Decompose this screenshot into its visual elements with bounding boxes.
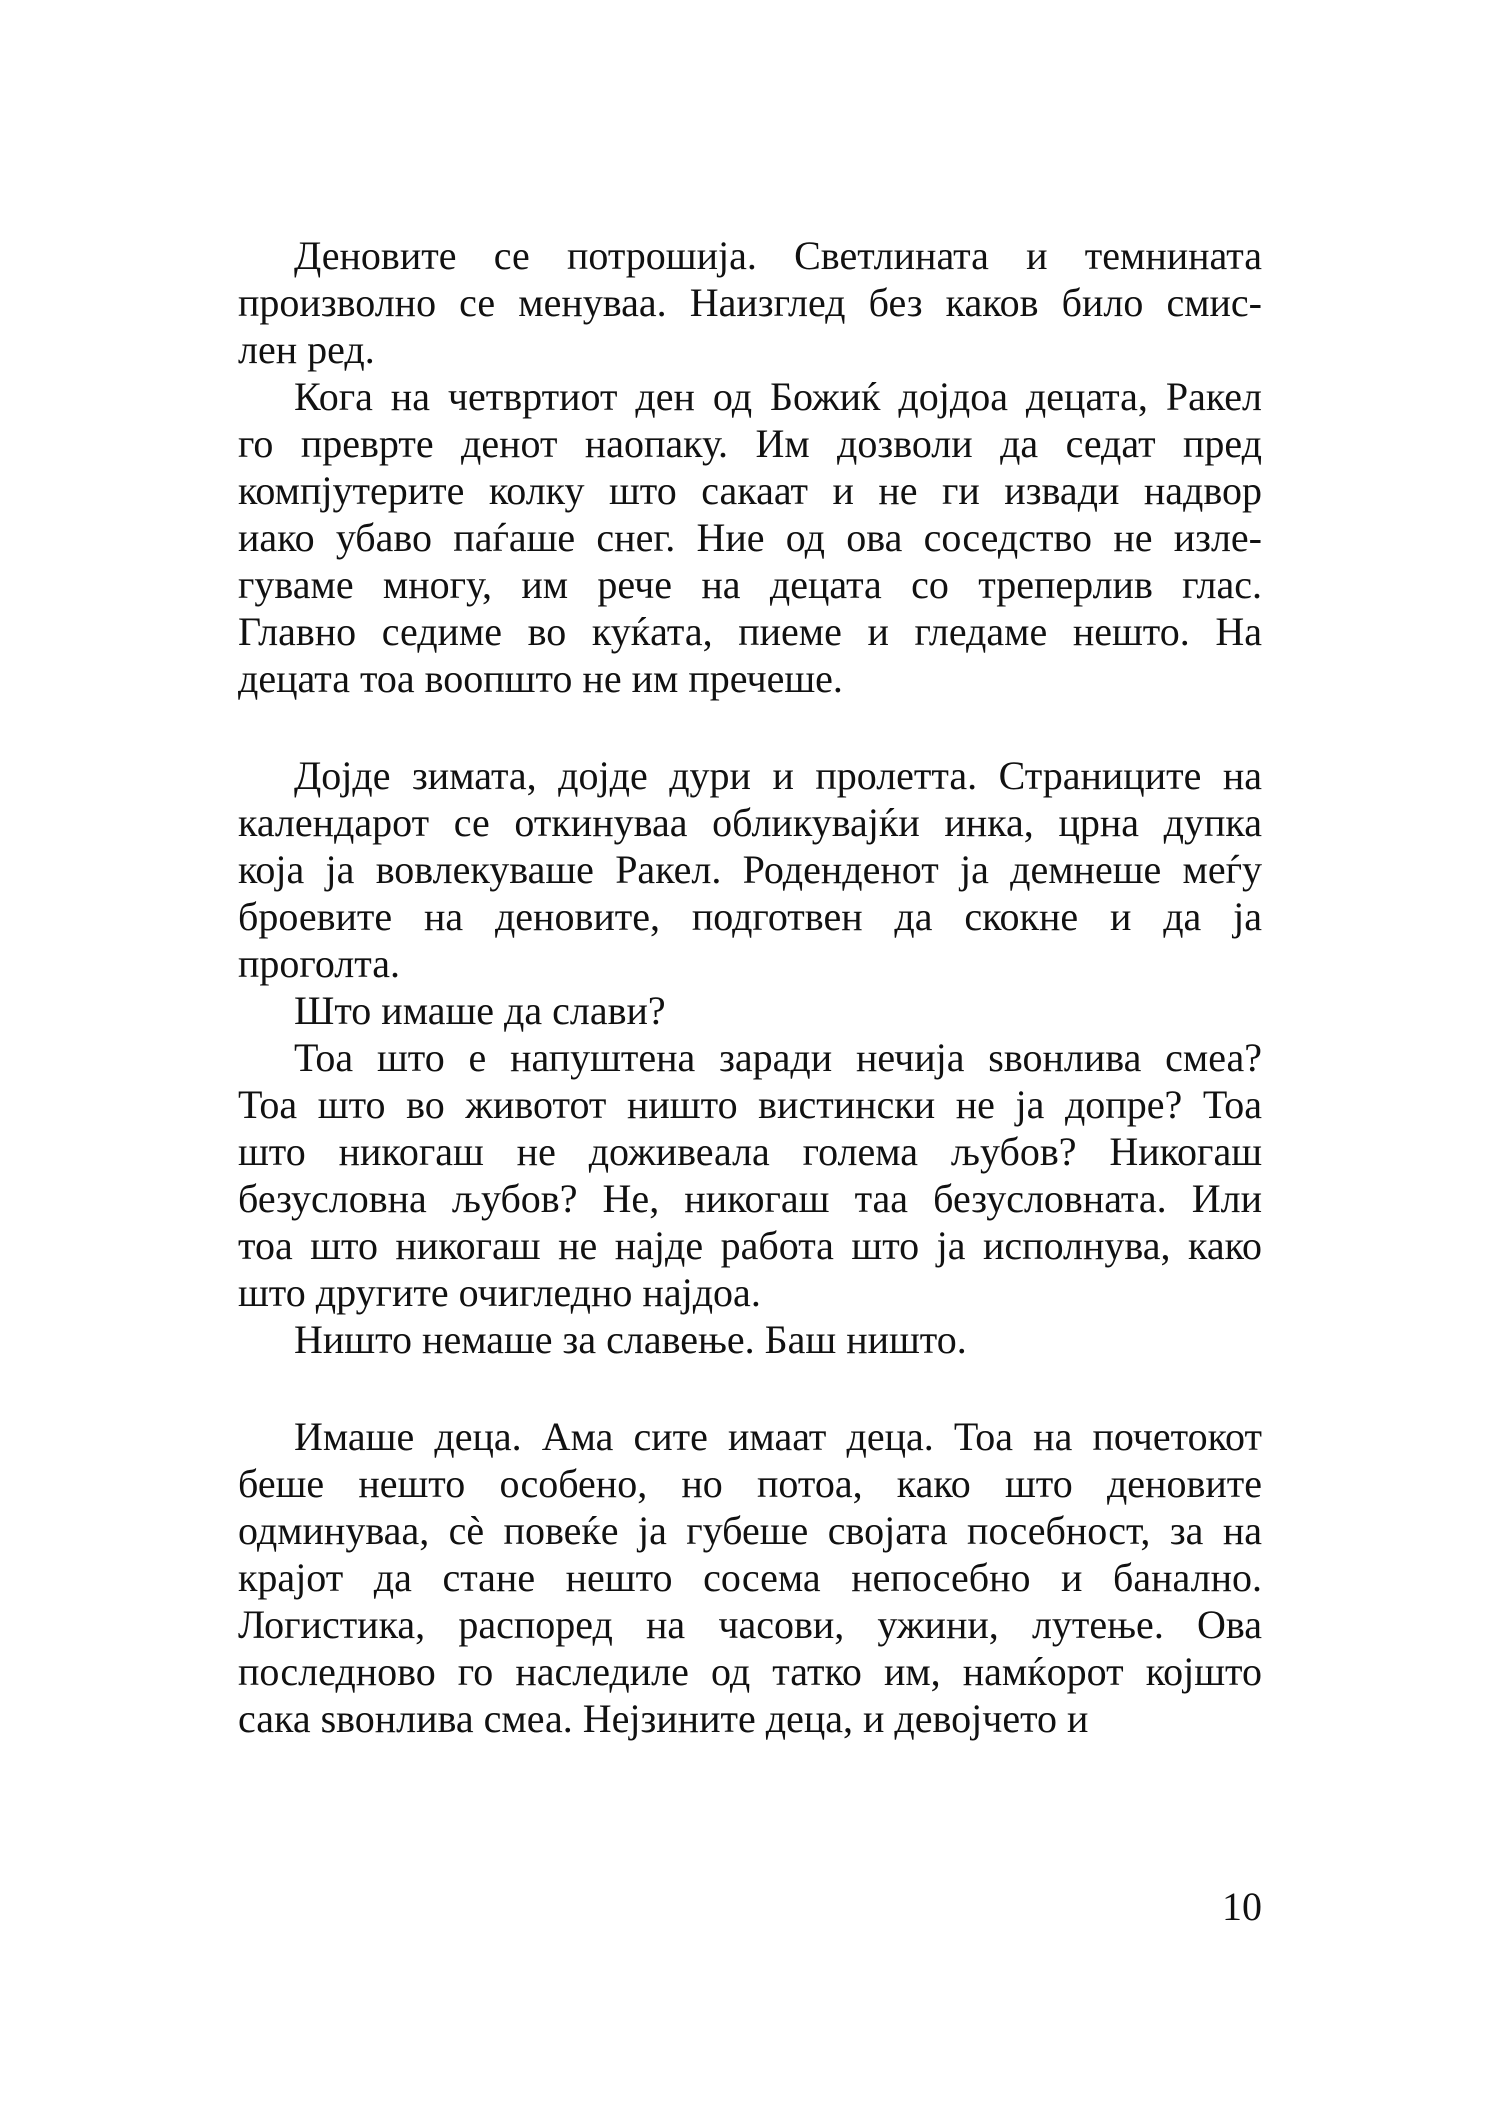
- text-line: Тоа што во животот ништо вистински не ја допре? Тоа: [238, 1082, 1262, 1127]
- paragraph: [238, 752, 1262, 987]
- paragraph: [238, 1316, 1262, 1363]
- paragraph: [238, 1413, 1262, 1742]
- text-line: безусловна љубов? Не, никогаш таа безусловната. Или: [238, 1176, 1262, 1221]
- text-line: проголта.: [238, 941, 400, 986]
- text-block: [238, 232, 1262, 1742]
- text-line: календарот се откинуваа обликувајќи инка, црна дупка: [238, 800, 1262, 845]
- paragraph: [238, 987, 1262, 1034]
- text-line: произволно се менуваа. Наизглед без каков било смис-: [238, 280, 1262, 325]
- text-line: што никогаш не доживеала голема љубов? Никогаш: [238, 1129, 1262, 1174]
- text-line: одминуваа, сè повеќе ја губеше својата посебност, за на: [238, 1508, 1262, 1553]
- text-line: Ништо немаше за славење. Баш ништо.: [294, 1317, 967, 1362]
- page-number: 10: [1222, 1884, 1262, 1929]
- text-line: децата тоа воопшто не им пречеше.: [238, 656, 843, 701]
- text-line: сака ѕвонлива смеа. Нејзините деца, и девојчето и: [238, 1696, 1089, 1741]
- text-line: гуваме многу, им рече на децата со треперлив глас.: [238, 562, 1262, 607]
- text-line: Кога на четвртиот ден од Божиќ дојдоа децата, Ракел: [294, 374, 1262, 419]
- paragraph: [238, 1034, 1262, 1316]
- text-line: Имаше деца. Ама сите имаат деца. Тоа на почетокот: [294, 1414, 1262, 1459]
- text-line: беше нешто особено, но потоа, како што деновите: [238, 1461, 1262, 1506]
- text-line: иако убаво паѓаше снег. Ние од ова соседство не изле-: [238, 515, 1262, 560]
- text-line: Логистика, распоред на часови, ужини, лутење. Ова: [238, 1602, 1262, 1647]
- text-line: Главно седиме во куќата, пиеме и гледаме нешто. На: [238, 609, 1262, 654]
- text-line: го преврте денот наопаку. Им дозволи да седат пред: [238, 421, 1262, 466]
- text-line: крајот да стане нешто сосема непосебно и банално.: [238, 1555, 1262, 1600]
- paragraph: [238, 373, 1262, 702]
- text-line: која ја вовлекуваше Ракел. Роденденот ја демнеше меѓу: [238, 847, 1262, 892]
- text-line: Што имаше да слави?: [294, 988, 666, 1033]
- text-line: тоа што никогаш не најде работа што ја исполнува, како: [238, 1223, 1262, 1268]
- paragraph: [238, 232, 1262, 373]
- text-line: Дојде зимата, дојде дури и пролетта. Страниците на: [294, 753, 1262, 798]
- text-line: Деновите се потрошија. Светлината и темнината: [294, 233, 1262, 278]
- text-line: лен ред.: [238, 327, 375, 372]
- text-line: компјутерите колку што сакаат и не ги извади надвор: [238, 468, 1262, 513]
- text-line: последново го наследиле од татко им, намќорот којшто: [238, 1649, 1262, 1694]
- text-line: Тоа што е напуштена заради нечија ѕвонлива смеа?: [294, 1035, 1262, 1080]
- text-line: броевите на деновите, подготвен да скокне и да ја: [238, 894, 1262, 939]
- text-line: што другите очигледно најдоа.: [238, 1270, 761, 1315]
